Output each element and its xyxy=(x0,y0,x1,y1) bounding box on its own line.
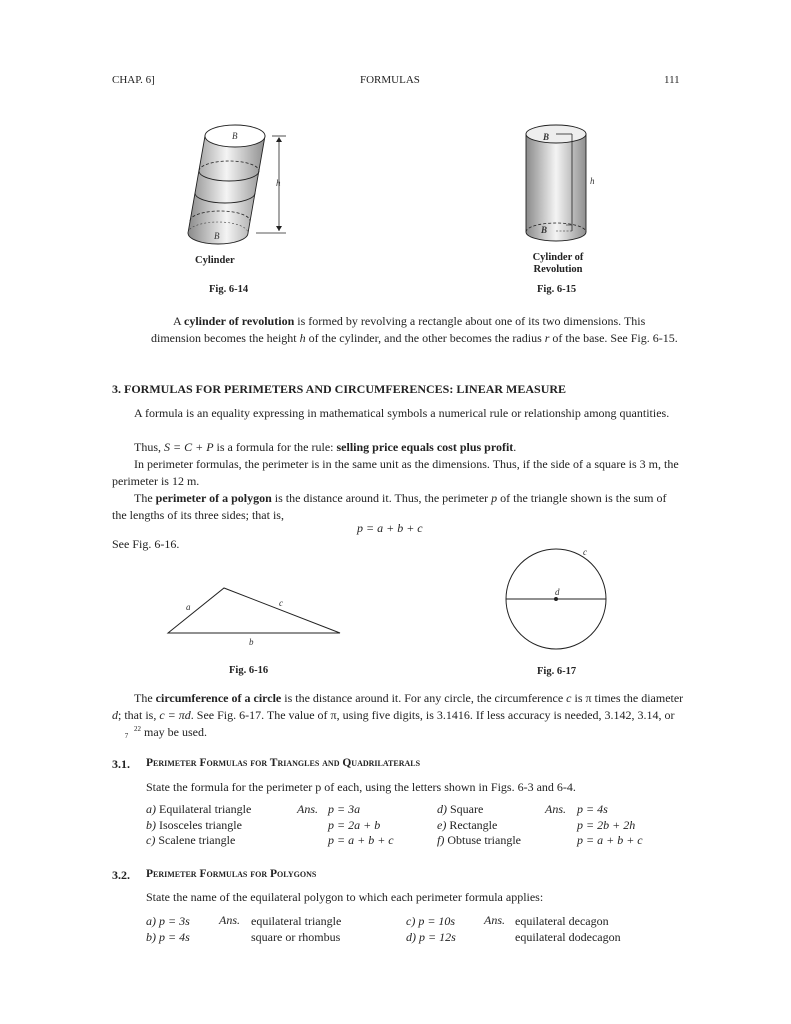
list-item: d) p = 12s xyxy=(406,930,456,944)
list-item: c) p = 10s xyxy=(406,914,456,928)
fig14-height-label: h xyxy=(276,178,281,188)
right-cylinder-body xyxy=(526,125,586,241)
circumference-paragraph: The circumference of a circle is the distance around it. For any circle, the circumference c is π times the diameter d; that is, c = πd. See Fig. 6-17. The value of π, using five digits, is 3.1416. If less accuracy is needed, 3.142, 3.14, or 22 7 may be used. xyxy=(112,691,684,741)
list-item: b) p = 4s xyxy=(146,930,190,944)
list-item: d) Square xyxy=(437,802,484,816)
section-3-heading: 3. FORMULAS FOR PERIMETERS AND CIRCUMFERENCES: LINEAR MEASURE xyxy=(112,382,567,396)
see-fig-6-16: See Fig. 6-16. xyxy=(112,537,180,551)
section31-ans-label-left: Ans. xyxy=(297,802,318,816)
fig14-caption: Fig. 6-14 xyxy=(209,284,249,295)
revolution-paragraph: A cylinder of revolution is formed by revolving a rectangle about one of its two dimensions. This dimension becomes the height h of the cylinder, and the other becomes the radius r of the base. See Fig. 6-15. xyxy=(151,314,678,345)
fraction-22-7: 22 7 xyxy=(124,725,141,741)
section-3-1-number: 3.1. xyxy=(112,757,130,771)
section32-left-answers: equilateral triangle square or rhombus xyxy=(251,914,342,944)
fig15-top-base-label: B xyxy=(543,132,550,142)
section-3-2-heading: Perimeter Formulas for Polygons xyxy=(146,868,317,880)
fig17-caption: Fig. 6-17 xyxy=(537,666,577,677)
fig14-bottom-base-label: B xyxy=(214,231,220,241)
section31-ans-label-right: Ans. xyxy=(545,802,566,816)
fig-6-16-triangle xyxy=(168,588,340,633)
fig17-diameter-label: d xyxy=(555,587,560,597)
list-item: b) Isosceles triangle xyxy=(146,817,242,832)
oblique-cylinder-body xyxy=(188,125,286,244)
section31-right-formulas: p = 4s p = 2b + 2h p = a + b + c xyxy=(577,802,643,847)
section-3-1-heading: Perimeter Formulas for Triangles and Quadrilaterals xyxy=(146,757,421,769)
section31-left-formulas: p = 3a p = 2a + b p = a + b + c xyxy=(328,802,394,847)
section3-para1: A formula is an equality expressing in mathematical symbols a numerical rule or relationship among quantities. xyxy=(134,406,670,420)
section3-para4: The perimeter of a polygon is the distance around it. Thus, the perimeter p of the triangle shown is the sum of the lengths of its three sides; that is, xyxy=(112,491,667,522)
fig14-name: Cylinder xyxy=(195,255,235,266)
perimeter-formula: p = a + b + c xyxy=(357,521,423,535)
section32-ans-label-right: Ans. xyxy=(484,913,505,927)
page-number: 111 xyxy=(664,74,680,86)
section3-para2: Thus, S = C + P is a formula for the rule: selling price equals cost plus profit. xyxy=(134,440,517,454)
section3-para3: In perimeter formulas, the perimeter is in the same unit as the dimensions. Thus, if the side of a square is 3 m, the perimeter is 12 m. xyxy=(112,457,679,488)
fig14-top-base-label: B xyxy=(232,131,238,141)
fig17-circumference-label: c xyxy=(583,547,587,557)
section-3-2-number: 3.2. xyxy=(112,868,130,882)
fig16-side-c-label: c xyxy=(279,598,283,608)
chapter-label: CHAP. 6] xyxy=(112,74,155,86)
running-title: FORMULAS xyxy=(360,74,420,86)
list-item: e) Rectangle xyxy=(437,817,498,832)
section32-instruction: State the name of the equilateral polygon to which each perimeter formula applies: xyxy=(146,890,544,904)
list-item: f) Obtuse triangle xyxy=(437,833,521,847)
fig15-height-label: h xyxy=(590,176,595,186)
fig-6-17-circle xyxy=(506,549,606,649)
list-item: a) Equilateral triangle xyxy=(146,802,252,816)
fig15-name: Cylinder of Revolution xyxy=(532,252,584,275)
fig15-caption: Fig. 6-15 xyxy=(537,284,577,295)
section32-right-answers: equilateral decagon equilateral dodecagon xyxy=(515,914,621,944)
section31-right-list xyxy=(437,802,521,849)
section31-left-list xyxy=(146,802,251,849)
fig16-side-a-label: a xyxy=(186,602,191,612)
section31-instruction: State the formula for the perimeter p of each, using the letters shown in Figs. 6-3 and 6-4. xyxy=(146,780,576,794)
fig15-bottom-base-label: B xyxy=(541,225,548,235)
fig16-caption: Fig. 6-16 xyxy=(229,665,269,676)
fig16-side-b-label: b xyxy=(249,637,254,647)
section32-left-formulas xyxy=(146,913,190,945)
list-item: a) p = 3s xyxy=(146,914,190,928)
section32-ans-label-left: Ans. xyxy=(219,913,240,927)
list-item: c) Scalene triangle xyxy=(146,833,236,847)
section32-right-formulas xyxy=(406,913,456,945)
